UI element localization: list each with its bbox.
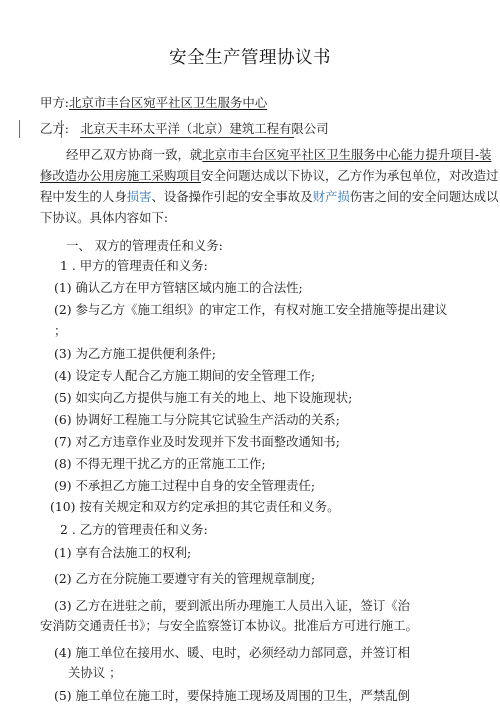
party-b-label: 乙方: [40,121,69,136]
intro-line-4: 下协议。具体内容如下: [40,210,169,225]
intro-text: 、设备操作引起的安全事故及 [151,189,313,204]
list-item: (1) 确认乙方在甲方管辖区域内施工的合法性; [54,280,303,295]
intro-text: 伤害之间的安全问题达成以 [349,189,499,204]
intro-text: 经甲乙双方协商一致，就 [66,147,203,162]
list-item: (10) 按有关规定和双方约定承担的其它责任和义务。 [50,499,340,514]
party-b-underline [80,137,294,138]
party-b-value: 北京天丰环太平洋（北京）建筑工程有限公司 [80,121,329,136]
list-item: (2) 参与乙方《施工组织》的审定工作，有权对施工安全措施等提出建议 [54,302,448,317]
list-item: (8) 不得无理干扰乙方的正常施工工作; [54,456,266,471]
list-item: (3) 乙方在进驻之前，要到派出所办理施工人员出入证，签订《治 [54,598,411,613]
list-item: (1) 享有合法施工的权利; [54,545,192,560]
party-a-label: 甲方: [40,95,69,110]
project-name: 北京市丰台区宛平社区卫生服务中心能力提升项目-装 [202,147,492,162]
list-item: (4) 施工单位在接用水、暖、电时，必须经动力部同意，并签订相 [54,645,411,660]
list-item: (2) 乙方在分院施工要遵守有关的管理规章制度; [54,571,316,586]
project-name-cont: 修改造办公用房施工采购项目 [40,168,202,183]
intro-line-3 [40,189,498,205]
intro-line-2 [40,168,498,184]
party-a-row [40,95,267,111]
highlighted-word: 财产损 [312,189,350,204]
list-item: (3) 为乙方施工提供便利条件; [54,346,216,361]
party-b-row [40,121,329,137]
document-title: 安全生产管理协议书 [169,48,331,68]
list-item-cont: 安消防交通责任书》；与安全监察签订本协议。批准后方可进行施工。 [40,618,418,633]
highlighted-word: 损害 [126,189,152,204]
section-heading: 一、 双方的管理责任和义务: [66,238,223,253]
list-item: (7) 对乙方违章作业及时发现并下发书面整改通知书; [54,434,340,449]
list-item-cont: 关协议 ； [68,665,122,680]
list-item: (9) 不承担乙方施工过程中自身的安全管理责任; [54,478,316,493]
intro-line-1 [66,147,491,163]
list-item: (4) 设定专人配合乙方施工期间的安全管理工作; [54,368,316,383]
party-a-value: 北京市丰台区宛平社区卫生服务中心 [68,95,268,110]
list-item: (5) 如实向乙方提供与施工有关的地上、地下设施现状; [54,390,353,405]
list-item: (5) 施工单位在施工时，要保持施工现场及周围的卫生，严禁乱倒 [54,688,411,703]
intro-text: 安全问题达成以下协议，乙方作为承包单位，对改造过 [201,168,499,183]
revision-mark [19,120,20,138]
subsection-heading: 1 . 甲方的管理责任和义务: [60,258,208,273]
subsection-heading: 2 . 乙方的管理责任和义务: [60,522,208,537]
intro-text: 程中发生的人身 [40,189,127,204]
list-item-cont: ； [54,323,67,338]
list-item: (6) 协调好工程施工与分院其它试验生产活动的关系; [54,412,340,427]
